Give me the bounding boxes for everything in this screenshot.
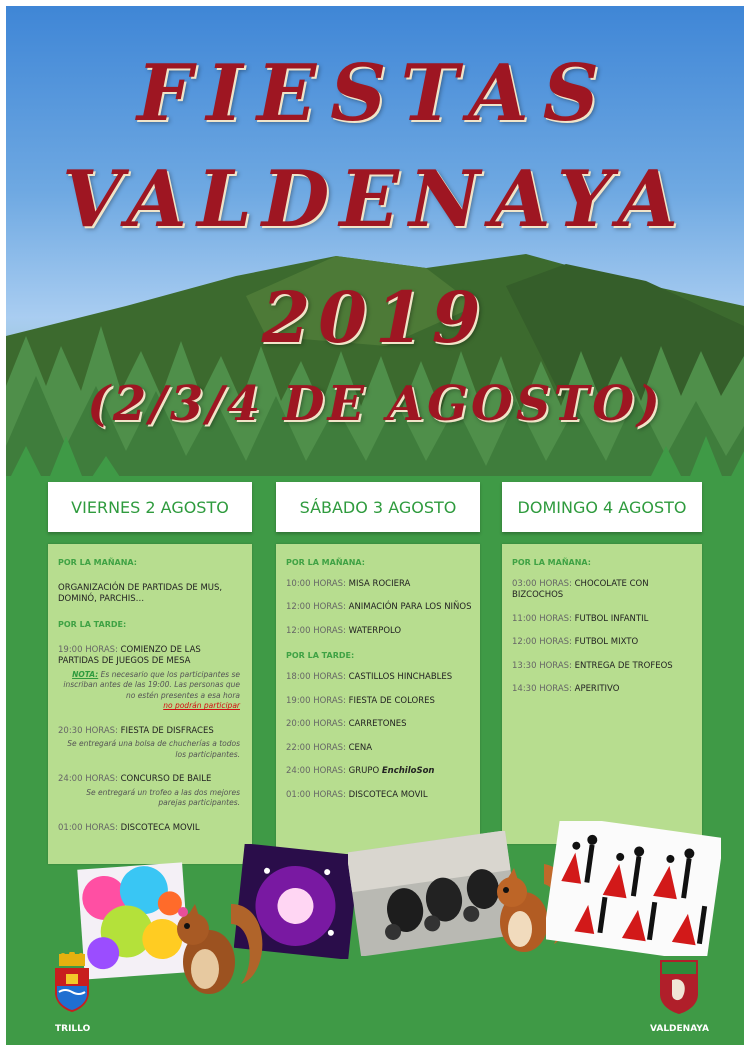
- trillo-label: TRILLO: [55, 1024, 91, 1034]
- dancers-photo: [546, 821, 721, 956]
- day-header-friday: VIERNES 2 AGOSTO: [48, 482, 252, 532]
- schedule-item: 01:00 HORAS: DISCOTECA MOVIL: [58, 822, 200, 833]
- title-year: 2019: [261, 276, 489, 359]
- note-dance: Se entregará un trofeo a las dos mejores parejas participantes.: [86, 787, 240, 808]
- valdenaya-label: VALDENAYA: [650, 1024, 709, 1034]
- schedule-item: 20:30 HORAS: FIESTA DE DISFRACES: [58, 725, 214, 736]
- poster: [6, 6, 744, 1045]
- schedule-item: 22:00 HORAS: CENA: [286, 742, 373, 753]
- trillo-coat-of-arms-icon: [51, 952, 93, 1014]
- schedule-item: 19:00 HORAS: COMIENZO DE LAS PARTIDAS DE JUEGOS DE MESA: [58, 644, 201, 667]
- section-label: POR LA MAÑANA:: [58, 558, 137, 567]
- schedule-item: 11:00 HORAS: FUTBOL INFANTIL: [512, 613, 649, 624]
- schedule-item: 01:00 HORAS: DISCOTECA MOVIL: [286, 789, 428, 800]
- schedule-item: 24:00 HORAS: GRUPO EnchiloSon: [286, 766, 435, 777]
- squirrel-left-image: [161, 884, 271, 1004]
- valdenaya-crest-icon: [658, 958, 700, 1014]
- section-label: POR LA MAÑANA:: [286, 558, 365, 567]
- section-label: POR LA TARDE:: [58, 619, 127, 629]
- day-header-saturday: SÁBADO 3 AGOSTO: [276, 482, 480, 532]
- schedule-item: 19:00 HORAS: FIESTA DE COLORES: [286, 695, 435, 706]
- schedule-friday: [48, 544, 252, 864]
- note-registration: NOTA: Es necesario que los participantes se inscriban antes de las 19:00. Las personas que no estén presentes a esa hora no podrán participar: [63, 669, 240, 711]
- schedule-item: 03:00 HORAS: CHOCOLATE CON BIZCOCHOS: [512, 579, 649, 601]
- schedule-item: ORGANIZACIÓN DE PARTIDAS DE MUS, DOMINÓ, PARCHIS…: [58, 583, 223, 605]
- schedule-item: 10:00 HORAS: MISA ROCIERA: [286, 579, 411, 589]
- schedule-item: 18:00 HORAS: CASTILLOS HINCHABLES: [286, 672, 453, 683]
- day-header-sunday: DOMINGO 4 AGOSTO: [502, 482, 702, 532]
- schedule-item: 14:30 HORAS: APERITIVO: [512, 684, 620, 695]
- schedule-item: 12:00 HORAS: WATERPOLO: [286, 625, 402, 636]
- schedule-item: 20:00 HORAS: CARRETONES: [286, 719, 407, 730]
- title-valdenaya: VALDENAYA: [61, 154, 689, 245]
- title-fiestas: FIESTAS: [136, 48, 614, 139]
- schedule-item: 12:00 HORAS: FUTBOL MIXTO: [512, 637, 639, 648]
- section-label: POR LA TARDE:: [286, 651, 355, 661]
- note-costume: Se entregará una bolsa de chucherías a todos los participantes.: [67, 739, 240, 759]
- schedule-item: 12:00 HORAS: ANIMACIÓN PARA LOS NIÑOS: [286, 602, 472, 613]
- schedule-item: 24:00 HORAS: CONCURSO DE BAILE: [58, 774, 212, 785]
- schedule-sunday: [502, 544, 702, 844]
- schedule-item: 13:30 HORAS: ENTREGA DE TROFEOS: [512, 660, 673, 671]
- schedule-saturday: [276, 544, 480, 854]
- section-label: POR LA MAÑANA:: [512, 558, 591, 567]
- title-dates: (2/3/4 DE AGOSTO): [87, 376, 663, 432]
